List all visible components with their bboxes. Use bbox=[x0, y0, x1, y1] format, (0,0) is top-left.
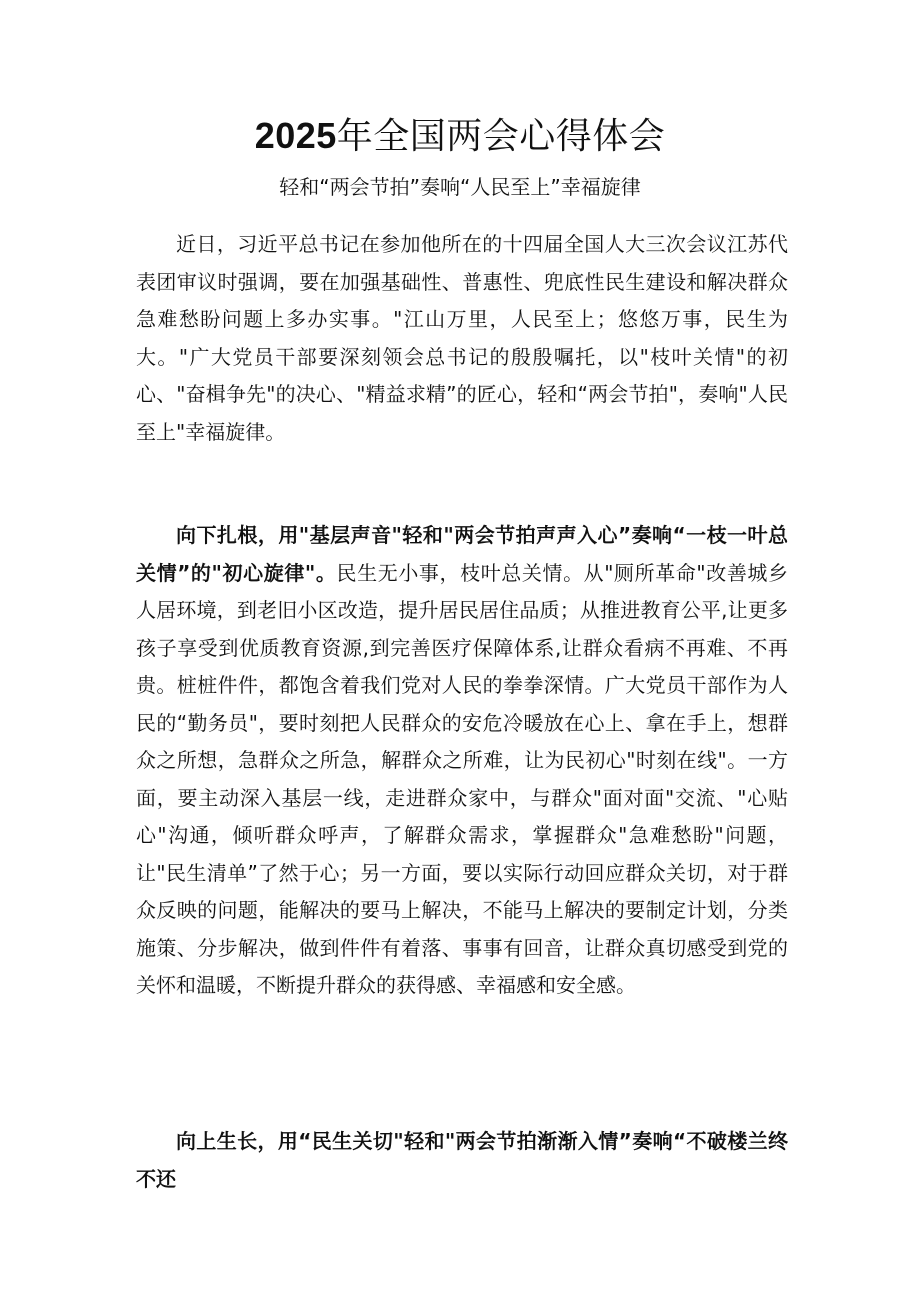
page-title bbox=[0, 112, 920, 161]
paragraph-section-1 bbox=[136, 517, 788, 1005]
paragraph-lead: 向下扎根，用"基层声音"轻和"两会节拍声声入心”奏响“一枝一叶总关情”的"初心旋律"。 bbox=[136, 523, 788, 585]
paragraph-section-2 bbox=[136, 1123, 788, 1191]
paragraph-lead: 向上生长，用“民生关切"轻和"两会节拍渐渐入情”奏响“不破楼兰终不还 bbox=[136, 1129, 788, 1191]
title-text: 年全国两会心得体会 bbox=[336, 116, 666, 157]
page-subtitle: 轻和“两会节拍”奏响“人民至上”幸福旋律 bbox=[279, 175, 641, 199]
paragraph-text: 近日，习近平总书记在参加他所在的十四届全国人大三次会议江苏代表团审议时强调，要在加强基础性、普惠性、兜底性民生建设和解决群众急难愁盼问题上多办实事。"江山万里，人民至上；悠悠万事，民生为大。"广大党员干部要深刻领会总书记的殷殷嘱托，以"枝叶关情"的初心、"奋楫争先"的决心、"精益求精”的匠心，轻和“两会节拍"，奏响"人民至上"幸福旋律。 bbox=[136, 232, 788, 444]
paragraph-intro bbox=[136, 226, 788, 451]
paragraph-text: 民生无小事，枝叶总关情。从"厕所革命"改善城乡人居环境，到老旧小区改造，提升居民居住品质；从推进教育公平,让更多孩子享受到优质教育资源,到完善医疗保障体系,让群众看病不再难、不再贵。桩桩件件，都饱含着我们党对人民的拳拳深情。广大党员干部作为人民的“勤务员"，要时刻把人民群众的安危冷暖放在心上、拿在手上，想群众之所想，急群众之所急，解群众之所难，让为民初心"时刻在线"。一方面，要主动深入基层一线，走进群众家中，与群众"面对面"交流、"心贴心"沟通，倾听群众呼声，了解群众需求，掌握群众"急难愁盼"问题，让"民生清单”了然于心；另一方面，要以实际行动回应群众关切，对于群众反映的问题，能解决的要马上解决，不能马上解决的要制定计划，分类施策、分步解决，做到件件有着落、事事有回音，让群众真切感受到党的关怀和温暖，不断提升群众的获得感、幸福感和安全感。 bbox=[136, 560, 789, 997]
title-year: 2025 bbox=[254, 115, 337, 156]
